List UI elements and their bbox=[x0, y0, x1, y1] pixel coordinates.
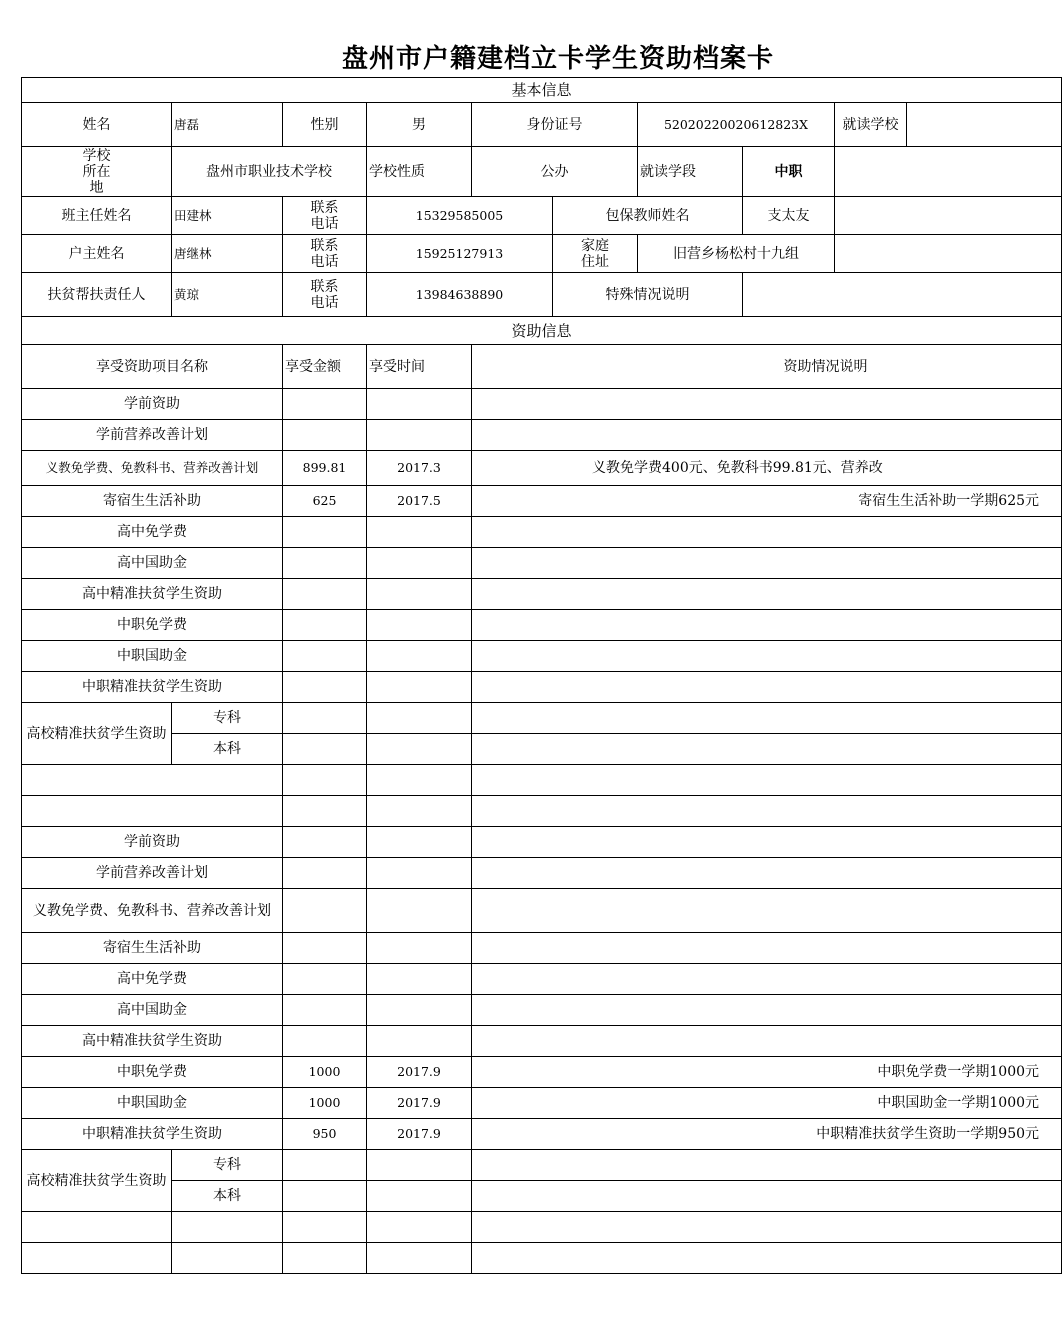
aid-amount bbox=[283, 517, 367, 548]
household-head-label: 户主姓名 bbox=[22, 235, 172, 273]
aid-row bbox=[22, 420, 1062, 451]
school-type-label: 学校性质 bbox=[367, 147, 472, 197]
aid-row bbox=[22, 1181, 1062, 1212]
aid-row bbox=[22, 579, 1062, 610]
aid-item-name: 高中国助金 bbox=[22, 995, 283, 1026]
aid-item-name: 中职免学费 bbox=[22, 1057, 283, 1088]
aid-description bbox=[472, 1026, 1062, 1057]
aid-description bbox=[472, 703, 1062, 734]
aid-description bbox=[472, 389, 1062, 420]
blank-row bbox=[22, 1243, 1062, 1274]
aid-description bbox=[472, 579, 1062, 610]
stage-value: 中职 bbox=[743, 147, 835, 197]
blank-cell bbox=[367, 1212, 472, 1243]
household-head-value: 唐继林 bbox=[172, 235, 283, 273]
blank-cell bbox=[22, 1212, 172, 1243]
gender-value: 男 bbox=[367, 103, 472, 147]
aid-row bbox=[22, 1150, 1062, 1181]
aid-item-name: 学前资助 bbox=[22, 389, 283, 420]
university-junior-college-label: 专科 bbox=[172, 703, 283, 734]
aid-time: 2017.9 bbox=[367, 1057, 472, 1088]
aid-time: 2017.3 bbox=[367, 451, 472, 486]
aid-time bbox=[367, 734, 472, 765]
aid-row bbox=[22, 827, 1062, 858]
aid-row bbox=[22, 389, 1062, 420]
aid-item-name: 中职精准扶贫学生资助 bbox=[22, 1119, 283, 1150]
aid-description bbox=[472, 420, 1062, 451]
aid-description bbox=[472, 889, 1062, 933]
aid-amount bbox=[283, 703, 367, 734]
blank-cell bbox=[367, 1243, 472, 1274]
aid-item-name: 寄宿生生活补助 bbox=[22, 933, 283, 964]
aid-description bbox=[472, 672, 1062, 703]
class-teacher-value: 田建林 bbox=[172, 197, 283, 235]
aid-amount: 950 bbox=[283, 1119, 367, 1150]
aid-description bbox=[472, 933, 1062, 964]
aid-time bbox=[367, 420, 472, 451]
aid-time bbox=[367, 964, 472, 995]
special-note-value bbox=[743, 273, 1062, 317]
stage-extra bbox=[835, 147, 1062, 197]
aid-amount: 1000 bbox=[283, 1088, 367, 1119]
aid-amount bbox=[283, 827, 367, 858]
aid-time bbox=[367, 610, 472, 641]
aid-amount bbox=[283, 995, 367, 1026]
aid-row bbox=[22, 1026, 1062, 1057]
aid-description: 中职国助金一学期1000元 bbox=[472, 1088, 1062, 1119]
aid-amount bbox=[283, 672, 367, 703]
blank-cell bbox=[22, 796, 283, 827]
address-label: 家庭住址 bbox=[553, 235, 638, 273]
name-value: 唐磊 bbox=[172, 103, 283, 147]
university-undergraduate-label: 本科 bbox=[172, 734, 283, 765]
aid-time bbox=[367, 858, 472, 889]
head-phone-label: 联系电话 bbox=[283, 235, 367, 273]
blank-cell bbox=[283, 1243, 367, 1274]
aid-time bbox=[367, 933, 472, 964]
gender-label: 性别 bbox=[283, 103, 367, 147]
university-aid-label: 高校精准扶贫学生资助 bbox=[22, 1150, 172, 1212]
aid-description-column-header: 资助情况说明 bbox=[472, 345, 1062, 389]
aid-row bbox=[22, 703, 1062, 734]
blank-cell bbox=[172, 1212, 283, 1243]
aid-time bbox=[367, 1181, 472, 1212]
aid-time bbox=[367, 672, 472, 703]
aid-amount bbox=[283, 1181, 367, 1212]
head-phone-value: 15925127913 bbox=[367, 235, 553, 273]
blank-row bbox=[22, 796, 1062, 827]
poverty-helper-label: 扶贫帮扶责任人 bbox=[22, 273, 172, 317]
blank-cell bbox=[472, 765, 1062, 796]
aid-amount bbox=[283, 964, 367, 995]
address-value: 旧营乡杨松村十九组 bbox=[638, 235, 835, 273]
aid-row bbox=[22, 672, 1062, 703]
aid-item-name: 学前营养改善计划 bbox=[22, 420, 283, 451]
mentor-label: 包保教师姓名 bbox=[553, 197, 743, 235]
aid-time bbox=[367, 995, 472, 1026]
blank-cell bbox=[22, 765, 283, 796]
aid-description bbox=[472, 1181, 1062, 1212]
university-junior-college-label: 专科 bbox=[172, 1150, 283, 1181]
aid-item-name: 中职国助金 bbox=[22, 1088, 283, 1119]
blank-cell bbox=[472, 796, 1062, 827]
aid-amount: 899.81 bbox=[283, 451, 367, 486]
aid-amount-column-header: 享受金额 bbox=[283, 345, 367, 389]
aid-description bbox=[472, 641, 1062, 672]
mentor-value: 支太友 bbox=[743, 197, 835, 235]
blank-cell bbox=[283, 1212, 367, 1243]
blank-cell bbox=[367, 765, 472, 796]
aid-row bbox=[22, 995, 1062, 1026]
aid-time: 2017.9 bbox=[367, 1088, 472, 1119]
aid-group-2 bbox=[22, 827, 1062, 1274]
aid-time bbox=[367, 579, 472, 610]
aid-description bbox=[472, 995, 1062, 1026]
aid-description bbox=[472, 858, 1062, 889]
aid-item-name: 高中国助金 bbox=[22, 548, 283, 579]
aid-item-name: 学前营养改善计划 bbox=[22, 858, 283, 889]
aid-time: 2017.5 bbox=[367, 486, 472, 517]
aid-row bbox=[22, 933, 1062, 964]
aid-item-name: 义教免学费、免教科书、营养改善计划 bbox=[22, 889, 283, 933]
aid-item-name: 义教免学费、免教科书、营养改善计划 bbox=[22, 451, 283, 486]
mentor-extra bbox=[835, 197, 1062, 235]
aid-description bbox=[472, 548, 1062, 579]
aid-amount bbox=[283, 858, 367, 889]
aid-time bbox=[367, 703, 472, 734]
special-note-label: 特殊情况说明 bbox=[553, 273, 743, 317]
aid-description bbox=[472, 734, 1062, 765]
aid-row bbox=[22, 610, 1062, 641]
aid-item-name: 高中免学费 bbox=[22, 964, 283, 995]
aid-time bbox=[367, 1150, 472, 1181]
aid-amount bbox=[283, 889, 367, 933]
aid-amount bbox=[283, 933, 367, 964]
aid-row bbox=[22, 641, 1062, 672]
aid-row bbox=[22, 889, 1062, 933]
aid-amount: 625 bbox=[283, 486, 367, 517]
blank-row bbox=[22, 765, 1062, 796]
aid-item-name: 寄宿生生活补助 bbox=[22, 486, 283, 517]
university-aid-label: 高校精准扶贫学生资助 bbox=[22, 703, 172, 765]
name-label: 姓名 bbox=[22, 103, 172, 147]
aid-amount: 1000 bbox=[283, 1057, 367, 1088]
blank-cell bbox=[472, 1243, 1062, 1274]
aid-time bbox=[367, 548, 472, 579]
class-teacher-label: 班主任姓名 bbox=[22, 197, 172, 235]
blank-row bbox=[22, 1212, 1062, 1243]
archive-card-table bbox=[21, 77, 1062, 1274]
helper-phone-label: 联系电话 bbox=[283, 273, 367, 317]
blank-cell bbox=[283, 796, 367, 827]
aid-time: 2017.9 bbox=[367, 1119, 472, 1150]
aid-item-name: 中职精准扶贫学生资助 bbox=[22, 672, 283, 703]
aid-time bbox=[367, 389, 472, 420]
blank-cell bbox=[172, 1243, 283, 1274]
aid-item-name: 学前资助 bbox=[22, 827, 283, 858]
aid-amount bbox=[283, 389, 367, 420]
aid-time bbox=[367, 889, 472, 933]
aid-description: 寄宿生生活补助一学期625元 bbox=[472, 486, 1062, 517]
blank-cell bbox=[283, 765, 367, 796]
aid-description: 义教免学费400元、免教科书99.81元、营养改 bbox=[472, 451, 1062, 486]
aid-description bbox=[472, 964, 1062, 995]
school-value bbox=[907, 103, 1062, 147]
university-undergraduate-label: 本科 bbox=[172, 1181, 283, 1212]
aid-row bbox=[22, 548, 1062, 579]
helper-phone-value: 13984638890 bbox=[367, 273, 553, 317]
aid-row bbox=[22, 1057, 1062, 1088]
school-location-value: 盘州市职业技术学校 bbox=[172, 147, 367, 197]
aid-amount bbox=[283, 1150, 367, 1181]
school-label: 就读学校 bbox=[835, 103, 907, 147]
aid-row bbox=[22, 486, 1062, 517]
aid-amount bbox=[283, 734, 367, 765]
aid-description: 中职精准扶贫学生资助一学期950元 bbox=[472, 1119, 1062, 1150]
aid-time bbox=[367, 517, 472, 548]
aid-amount bbox=[283, 420, 367, 451]
blank-cell bbox=[472, 1212, 1062, 1243]
aid-time bbox=[367, 641, 472, 672]
basic-info-header: 基本信息 bbox=[22, 78, 1062, 103]
aid-item-name: 高中精准扶贫学生资助 bbox=[22, 579, 283, 610]
aid-description bbox=[472, 610, 1062, 641]
aid-info-header: 资助信息 bbox=[22, 317, 1062, 345]
id-value: 52020220020612823X bbox=[638, 103, 835, 147]
aid-amount bbox=[283, 1026, 367, 1057]
aid-group-1 bbox=[22, 389, 1062, 827]
blank-cell bbox=[22, 1243, 172, 1274]
aid-description: 中职免学费一学期1000元 bbox=[472, 1057, 1062, 1088]
aid-row bbox=[22, 734, 1062, 765]
aid-description bbox=[472, 827, 1062, 858]
aid-amount bbox=[283, 579, 367, 610]
stage-label: 就读学段 bbox=[638, 147, 743, 197]
aid-row bbox=[22, 964, 1062, 995]
aid-item-name: 高中免学费 bbox=[22, 517, 283, 548]
aid-item-name: 高中精准扶贫学生资助 bbox=[22, 1026, 283, 1057]
aid-amount bbox=[283, 641, 367, 672]
aid-description bbox=[472, 1150, 1062, 1181]
poverty-helper-value: 黄琼 bbox=[172, 273, 283, 317]
teacher-phone-label: 联系电话 bbox=[283, 197, 367, 235]
aid-row bbox=[22, 451, 1062, 486]
aid-item-column-header: 享受资助项目名称 bbox=[22, 345, 283, 389]
aid-amount bbox=[283, 548, 367, 579]
address-extra bbox=[835, 235, 1062, 273]
blank-cell bbox=[367, 796, 472, 827]
aid-time-column-header: 享受时间 bbox=[367, 345, 472, 389]
aid-description bbox=[472, 517, 1062, 548]
aid-row bbox=[22, 517, 1062, 548]
school-type-value: 公办 bbox=[472, 147, 638, 197]
aid-time bbox=[367, 1026, 472, 1057]
school-location-label: 学校所在地 bbox=[22, 147, 172, 197]
id-label: 身份证号 bbox=[472, 103, 638, 147]
teacher-phone-value: 15329585005 bbox=[367, 197, 553, 235]
aid-time bbox=[367, 827, 472, 858]
aid-row bbox=[22, 1088, 1062, 1119]
aid-row bbox=[22, 1119, 1062, 1150]
aid-amount bbox=[283, 610, 367, 641]
aid-row bbox=[22, 858, 1062, 889]
aid-item-name: 中职免学费 bbox=[22, 610, 283, 641]
archive-card-sheet bbox=[21, 77, 1040, 1274]
aid-item-name: 中职国助金 bbox=[22, 641, 283, 672]
